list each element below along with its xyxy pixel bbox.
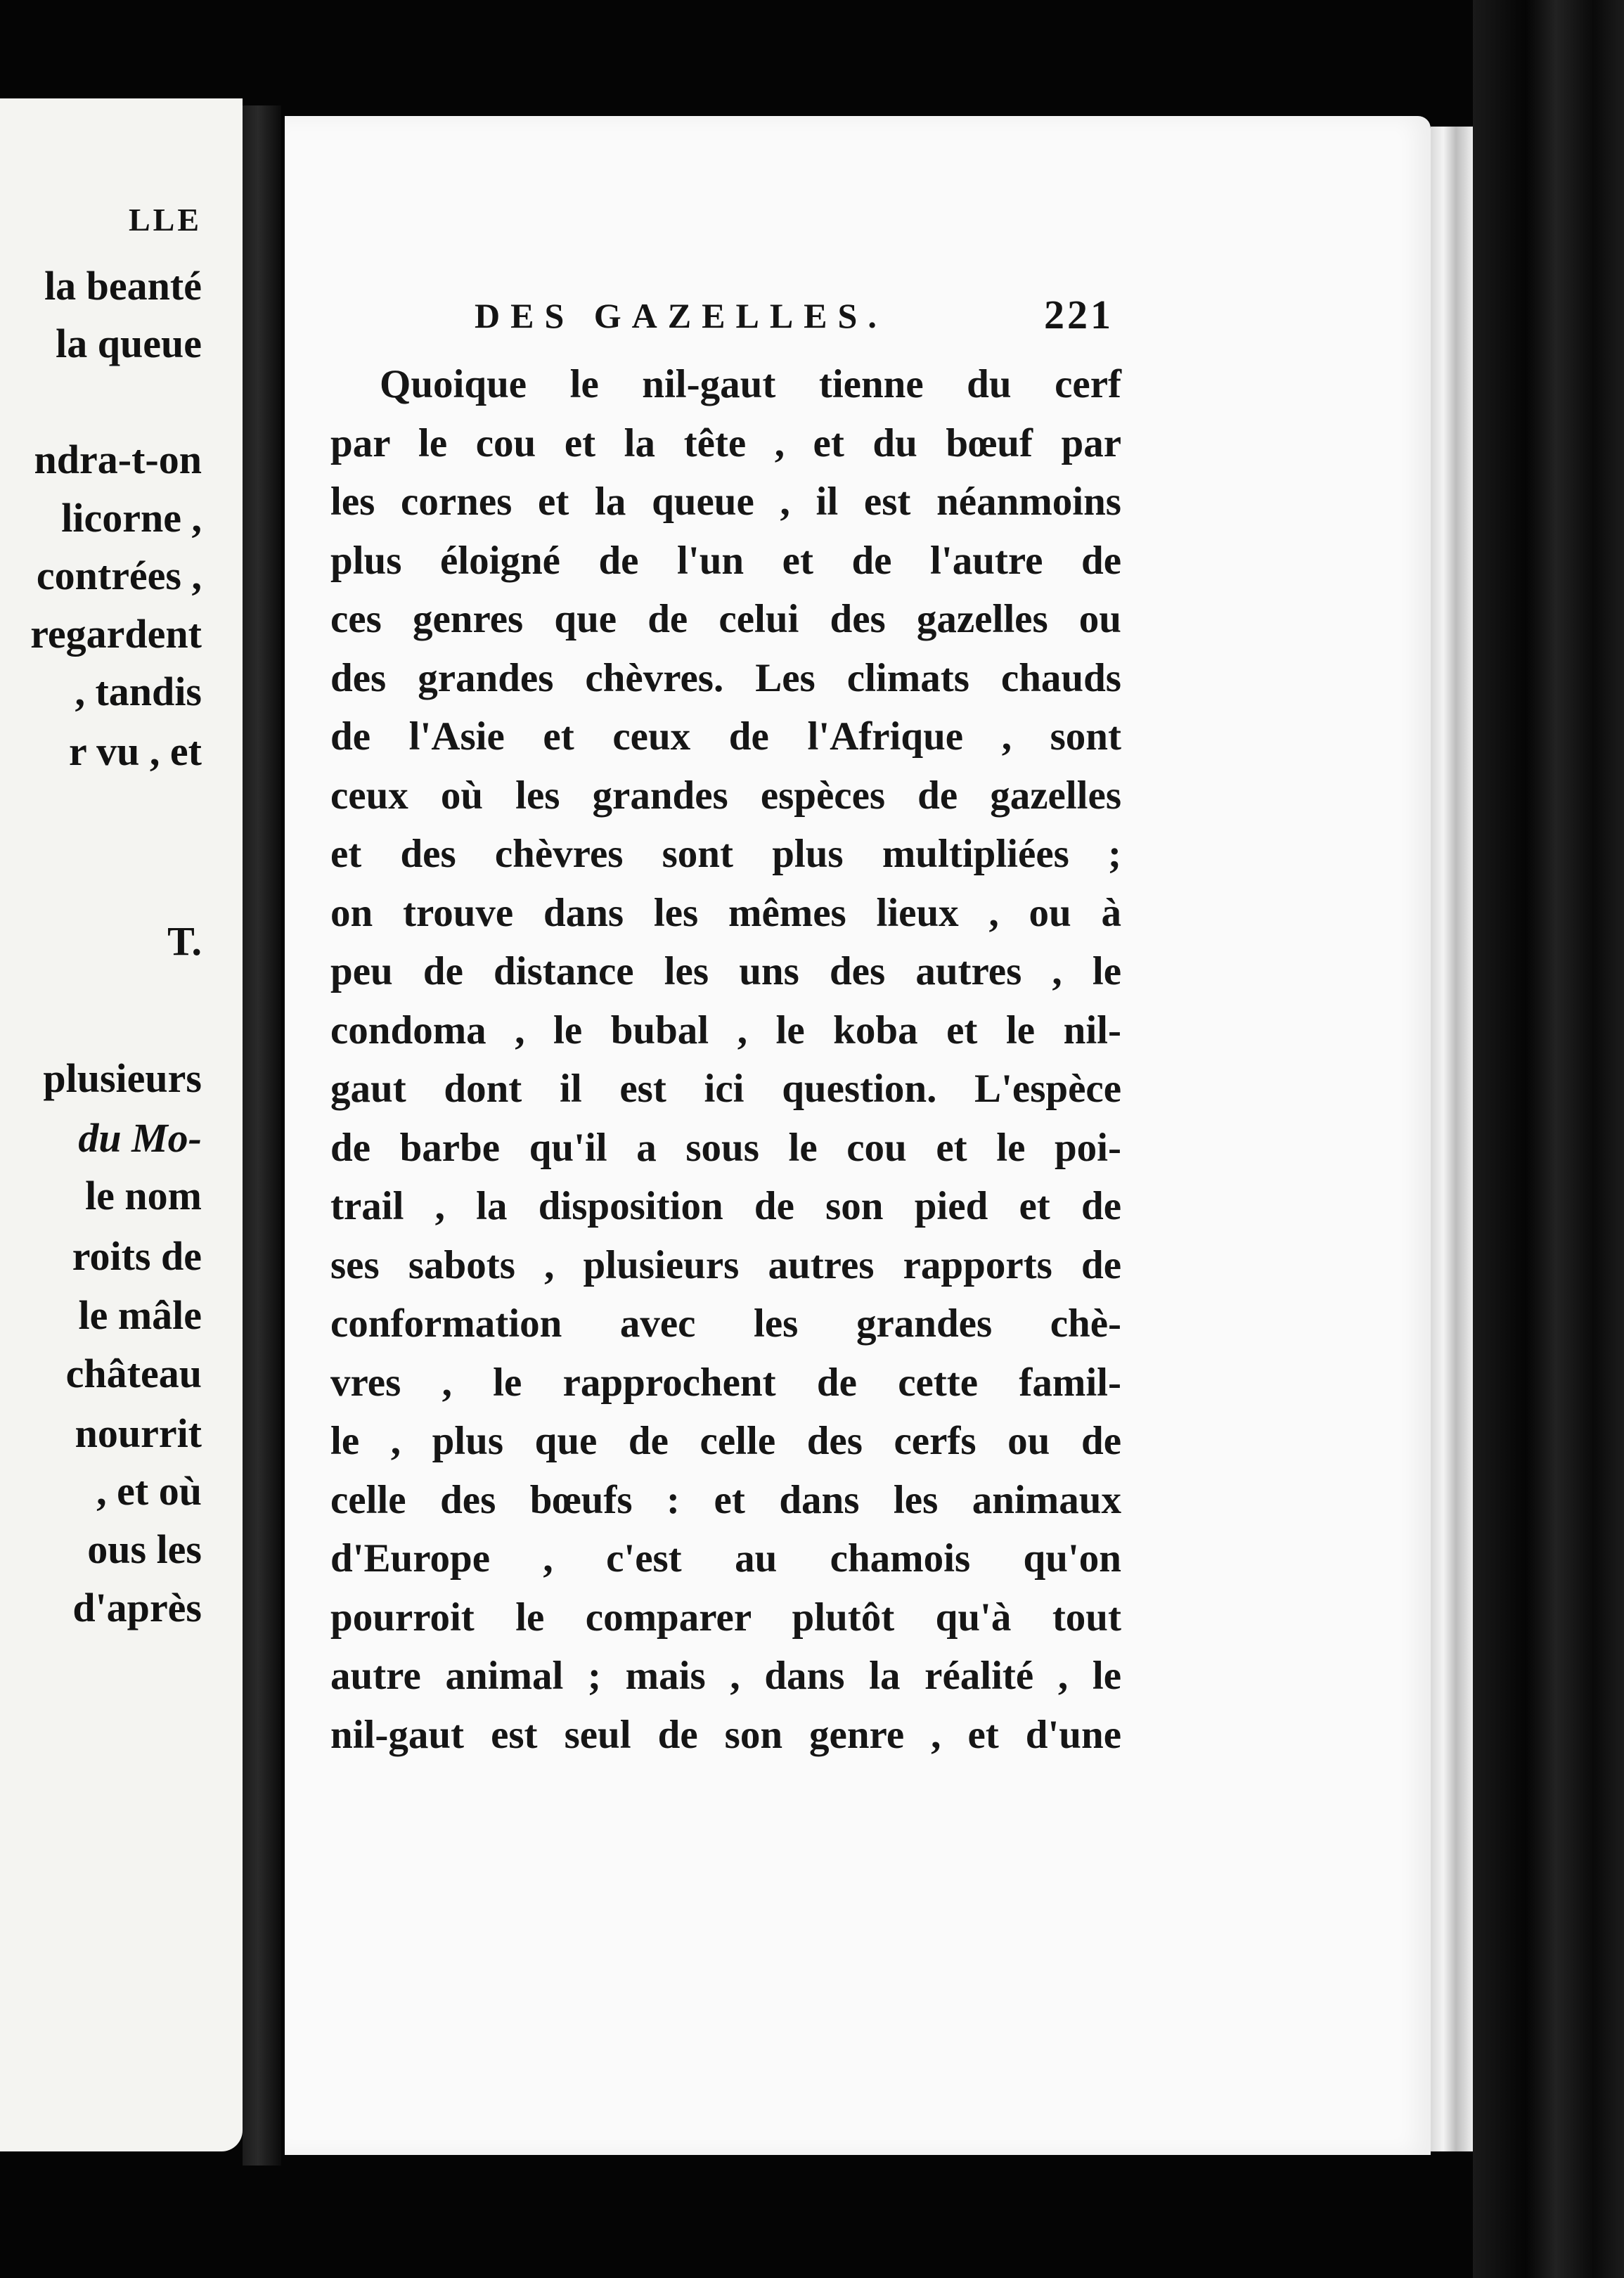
running-title: DES GAZELLES.: [475, 296, 887, 335]
left-text-line: d'après: [72, 1585, 202, 1630]
left-text-line: la beanté: [44, 263, 202, 309]
text-line: les cornes et la queue , il est néanmoins: [330, 480, 1121, 524]
left-text-line: le mâle: [78, 1292, 202, 1338]
left-text-line: licorne ,: [61, 495, 202, 541]
left-text-line: ous les: [87, 1526, 202, 1572]
text-line: d'Europe , c'est au chamois qu'on: [330, 1536, 1121, 1581]
text-line: ces genres que de celui des gazelles ou: [330, 597, 1121, 641]
text-line: celle des bœufs : et dans les animaux: [330, 1477, 1121, 1522]
left-text-line: regardent: [30, 611, 202, 657]
text-line: et des chèvres sont plus multipliées ;: [330, 832, 1121, 876]
left-text-line: r vu , et: [68, 728, 202, 774]
left-text-line: T.: [167, 918, 202, 964]
left-text-line: ndra-t-on: [34, 437, 202, 482]
dark-background: [1473, 0, 1624, 2278]
text-line: des grandes chèvres. Les climats chauds: [330, 655, 1121, 700]
text-line: par le cou et la tête , et du bœuf par: [330, 420, 1121, 465]
text-line: peu de distance les uns des autres , le: [330, 949, 1121, 993]
left-text-line: plusieurs: [43, 1055, 202, 1101]
text-line: ceux où les grandes espèces de gazelles: [330, 773, 1121, 818]
left-text-line: la queue: [56, 321, 202, 366]
text-line: on trouve dans les mêmes lieux , ou à: [330, 890, 1121, 935]
text-line: autre animal ; mais , dans la réalité , le: [330, 1654, 1121, 1698]
left-page-fragment: [0, 98, 243, 2151]
text-line: gaut dont il est ici question. L'espèce: [330, 1067, 1121, 1111]
left-text-line: nourrit: [75, 1410, 202, 1456]
text-line: ses sabots , plusieurs autres rapports de: [330, 1242, 1121, 1287]
left-text-line: du Mo-: [78, 1115, 202, 1161]
left-text-line: roits de: [72, 1233, 202, 1279]
text-line: vres , le rapprochent de cette famil-: [330, 1360, 1121, 1405]
page-edges: [1431, 127, 1473, 2151]
text-line: de barbe qu'il a sous le cou et le poi-: [330, 1125, 1121, 1170]
left-text-line: , et où: [96, 1468, 202, 1514]
page-number: 221: [1044, 292, 1114, 337]
body-text: [330, 355, 1121, 1764]
book-gutter: [243, 105, 281, 2166]
left-text-line: contrées ,: [36, 553, 202, 598]
running-head: [320, 292, 1121, 345]
text-line: plus éloigné de l'un et de l'autre de: [330, 538, 1121, 583]
text-line: pourroit le comparer plutôt qu'à tout: [330, 1595, 1121, 1640]
text-line: de l'Asie et ceux de l'Afrique , sont: [330, 714, 1121, 759]
left-text-line: le nom: [85, 1173, 202, 1218]
left-text-line: château: [65, 1351, 202, 1396]
text-line: le , plus que de celle des cerfs ou de: [330, 1419, 1121, 1463]
text-line: conformation avec les grandes chè-: [330, 1301, 1121, 1346]
text-line: nil-gaut est seul de son genre , et d'une: [330, 1712, 1121, 1757]
text-line: condoma , le bubal , le koba et le nil-: [330, 1008, 1121, 1053]
left-text-line: , tandis: [75, 669, 202, 714]
text-line: trail , la disposition de son pied et de: [330, 1184, 1121, 1228]
text-line: Quoique le nil-gaut tienne du cerf: [380, 362, 1121, 406]
left-text-line: LLE: [128, 202, 202, 238]
